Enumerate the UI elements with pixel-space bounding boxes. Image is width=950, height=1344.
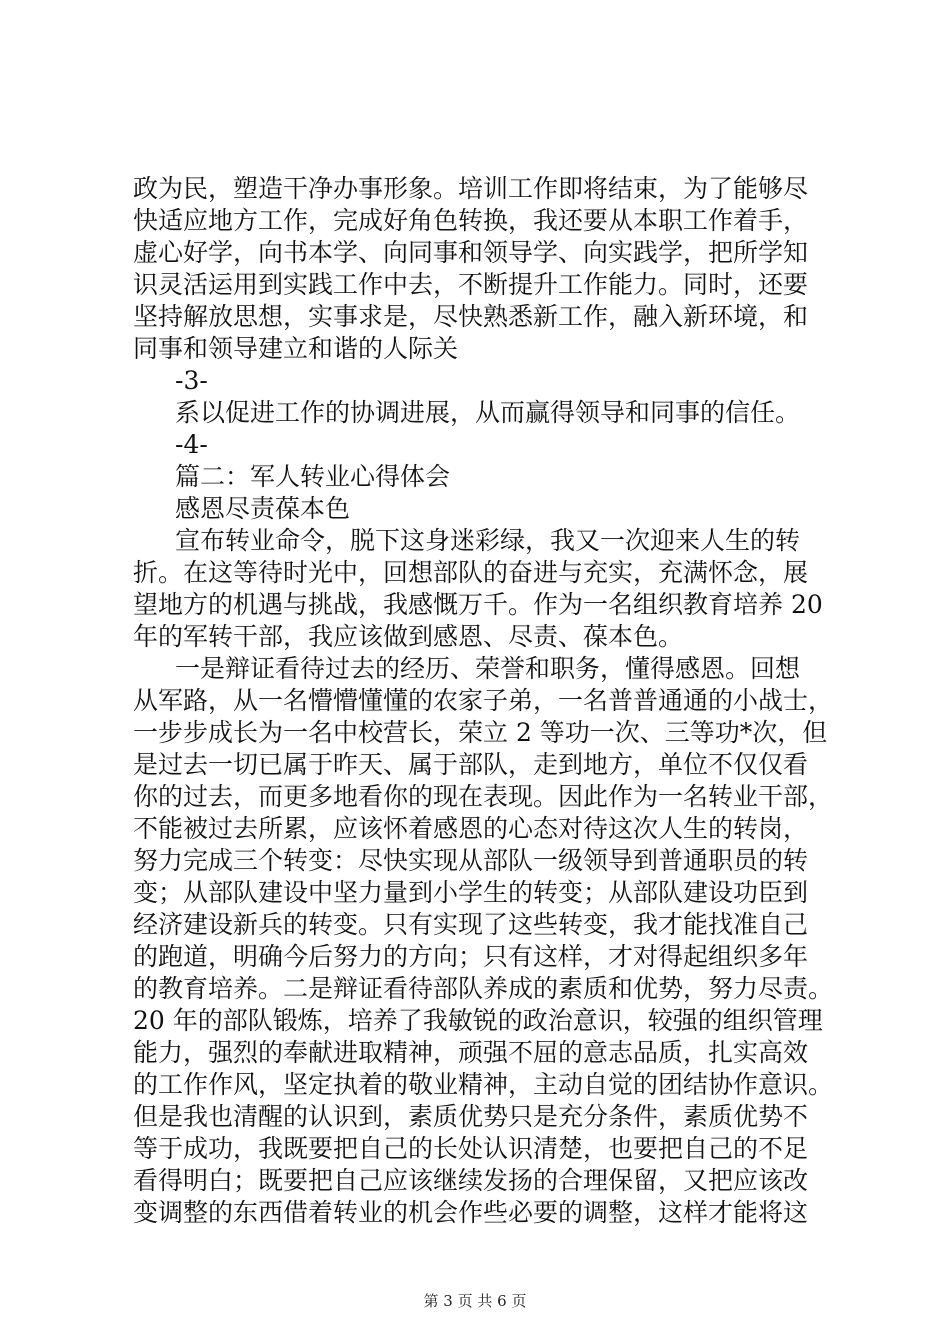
text-line: 年的军转干部，我应该做到感恩、尽责、葆本色。 bbox=[133, 622, 684, 651]
text-line: 一步步成长为一名中校营长，荣立 2 等功一次、三等功*次，但 bbox=[133, 718, 828, 747]
text-line: 系以促进工作的协调进展，从而赢得领导和同事的信任。 bbox=[175, 398, 801, 427]
text-line: 同事和领导建立和谐的人际关 bbox=[133, 334, 459, 363]
text-line: 等于成功，我既要把自己的长处认识清楚，也要把自己的不足 bbox=[133, 1134, 809, 1163]
text-line: 变调整的东西借着转业的机会作些必要的调整，这样才能将这 bbox=[133, 1198, 809, 1227]
text-line: 经济建设新兵的转变。只有实现了这些转变，我才能找准自己 bbox=[133, 910, 809, 939]
text-line: 变；从部队建设中坚力量到小学生的转变；从部队建设功臣到 bbox=[133, 878, 809, 907]
text-line: 从军路，从一名懵懵懂懂的农家子弟，一名普普通通的小战士， bbox=[133, 686, 834, 715]
text-line: 快适应地方工作，完成好角色转换，我还要从本职工作着手， bbox=[133, 206, 809, 235]
text-line: 努力完成三个转变：尽快实现从部队一级领导到普通职员的转 bbox=[133, 846, 809, 875]
text-line: 是过去一切已属于昨天、属于部队，走到地方，单位不仅仅看 bbox=[133, 750, 809, 779]
text-line: 篇二：军人转业心得体会 bbox=[175, 462, 451, 491]
page-footer: 第 3 页 共 6 页 bbox=[423, 1292, 527, 1310]
text-line: 一是辩证看待过去的经历、荣誉和职务，懂得感恩。回想 bbox=[175, 654, 801, 683]
text-line: 政为民，塑造干净办事形象。培训工作即将结束，为了能够尽 bbox=[133, 174, 809, 203]
text-line: 不能被过去所累，应该怀着感恩的心态对待这次人生的转岗， bbox=[133, 814, 809, 843]
text-line: 感恩尽责葆本色 bbox=[175, 494, 351, 523]
text-line: 折。在这等待时光中，回想部队的奋进与充实，充满怀念，展 bbox=[133, 558, 809, 587]
text-line: 20 年的部队锻炼，培养了我敏锐的政治意识，较强的组织管理 bbox=[133, 1006, 823, 1035]
text-line: 宣布转业命令，脱下这身迷彩绿，我又一次迎来人生的转 bbox=[175, 526, 801, 555]
text-line: 虚心好学，向书本学、向同事和领导学、向实践学，把所学知 bbox=[133, 238, 809, 267]
text-line: 的教育培养。二是辩证看待部队养成的素质和优势，努力尽责。 bbox=[133, 974, 834, 1003]
text-line: 望地方的机遇与挑战，我感慨万千。作为一名组织教育培养 20 bbox=[133, 590, 823, 619]
text-line: 看得明白；既要把自己应该继续发扬的合理保留，又把应该改 bbox=[133, 1166, 809, 1195]
text-line: 但是我也清醒的认识到，素质优势只是充分条件，素质优势不 bbox=[133, 1102, 809, 1131]
document-body bbox=[133, 173, 853, 1229]
text-line: 能力，强烈的奉献进取精神，顽强不屈的意志品质，扎实高效 bbox=[133, 1038, 809, 1067]
text-line: 坚持解放思想，实事求是，尽快熟悉新工作，融入新环境，和 bbox=[133, 302, 809, 331]
text-line: 的工作作风，坚定执着的敬业精神，主动自觉的团结协作意识。 bbox=[133, 1070, 834, 1099]
text-line: -3- bbox=[175, 366, 208, 395]
text-line: -4- bbox=[175, 430, 208, 459]
text-line: 识灵活运用到实践工作中去，不断提升工作能力。同时，还要 bbox=[133, 270, 809, 299]
text-line: 的跑道，明确今后努力的方向；只有这样，才对得起组织多年 bbox=[133, 942, 809, 971]
text-line: 你的过去，而更多地看你的现在表现。因此作为一名转业干部， bbox=[133, 782, 834, 811]
